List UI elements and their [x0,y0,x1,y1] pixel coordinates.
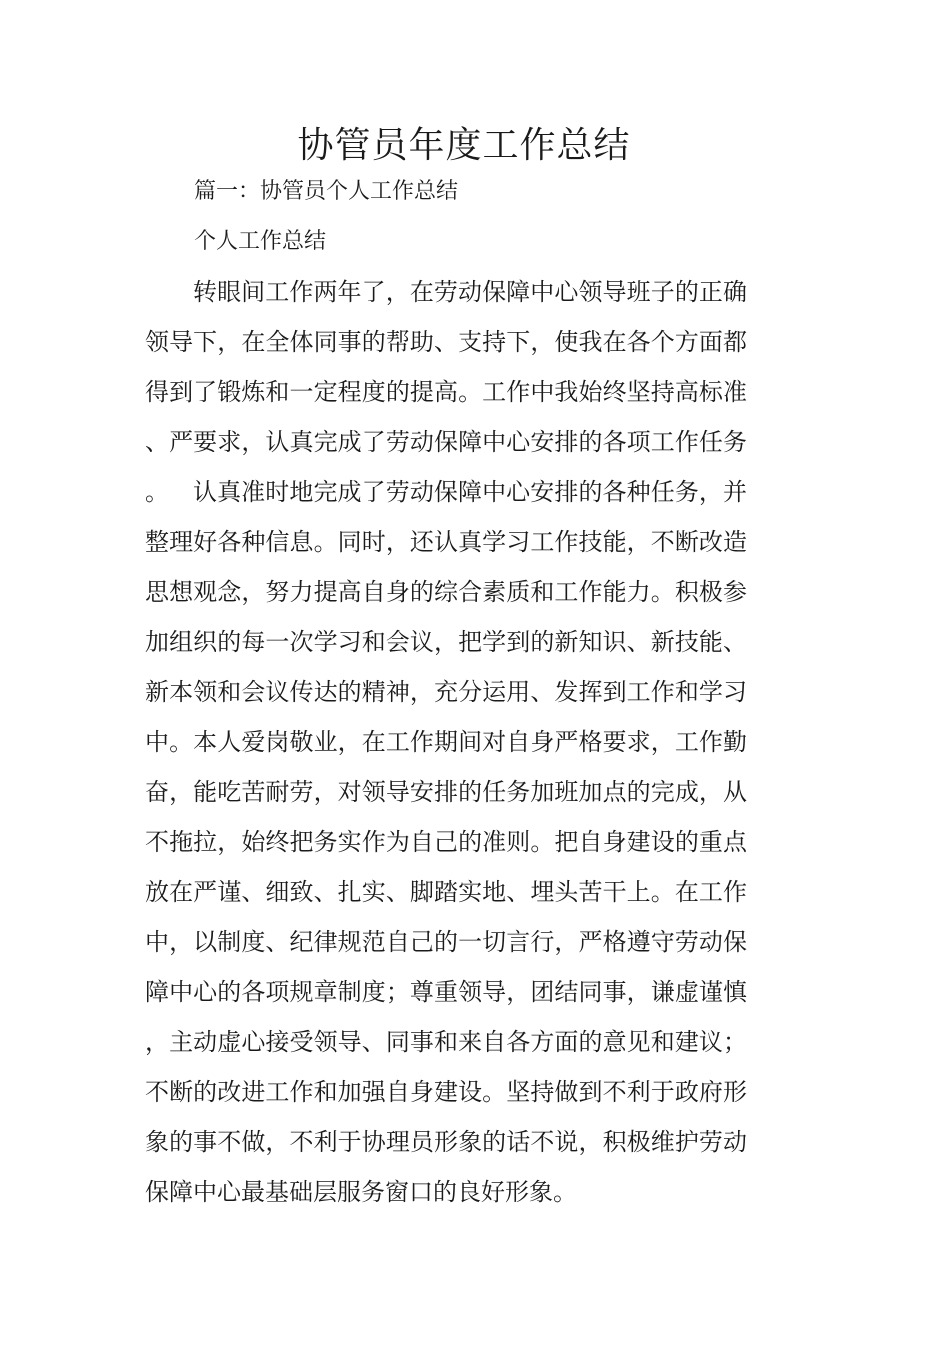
body-paragraph-1: 转眼间工作两年了，在劳动保障中心领导班子的正确领导下，在全体同事的帮助、支持下，使我在各个方面都得到了锻炼和一定程度的提高。工作中我始终坚持高标准、严要求，认真完成了劳动保障中心安排的各项工作任务。 [145,278,747,506]
body-paragraph-2: 认真准时地完成了劳动保障中心安排的各种任务，并整理好各种信息。同时，还认真学习工作技能，不断改造思想观念，努力提高自身的综合素质和工作能力。积极参加组织的每一次学习和会议，把学到的新知识、新技能、新本领和会议传达的精神，充分运用、发挥到工作和学习中。本人爱岗敬业，在工作期间对自身严格要求，工作勤奋，能吃苦耐劳，对领导安排的任务加班加点的完成，从不拖拉，始终把务实作为自己的准则。把自身建设的重点放在严谨、细致、扎实、脚踏实地、埋头苦干上。在工作中，以制度、纪律规范自己的一切言行，严格遵守劳动保障中心的各项规章制度；尊重领导，团结同事，谦虚谨慎，主动虚心接受领导、同事和来自各方面的意见和建议；不断的改进工作和加强自身建设。坚持做到不利于政府形象的事不做，不利于协理员形象的话不说，积极维护劳动保障中心最基础层服务窗口的良好形象。 [145,478,747,1206]
section-heading: 篇一：协管员个人工作总结 [194,179,459,204]
document-title: 协管员年度工作总结 [297,125,631,166]
sub-heading: 个人工作总结 [194,229,327,254]
